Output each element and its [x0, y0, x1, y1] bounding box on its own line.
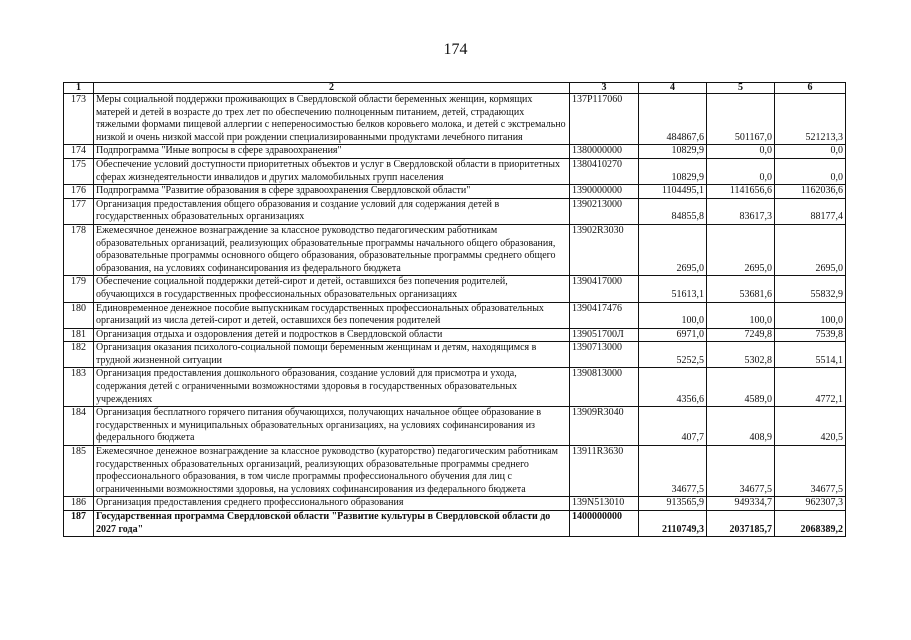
table-row [64, 198, 846, 224]
row-value-col6: 88177,4 [775, 198, 846, 224]
row-number: 179 [64, 276, 94, 302]
row-code: 1380410270 [570, 158, 639, 184]
budget-table [63, 82, 846, 537]
row-value-col5: 949334,7 [707, 497, 775, 511]
row-number: 187 [64, 511, 94, 537]
table-body [64, 94, 846, 537]
row-number: 184 [64, 407, 94, 446]
table-row [64, 342, 846, 368]
row-value-col6: 55832,9 [775, 276, 846, 302]
row-value-col4: 2695,0 [639, 224, 707, 275]
row-value-col5: 5302,8 [707, 342, 775, 368]
row-number: 183 [64, 368, 94, 407]
table-row [64, 185, 846, 199]
table-row [64, 158, 846, 184]
row-value-col6: 5514,1 [775, 342, 846, 368]
row-value-col4: 484867,6 [639, 94, 707, 145]
row-value-col6: 962307,3 [775, 497, 846, 511]
row-value-col5: 501167,0 [707, 94, 775, 145]
row-value-col4: 51613,1 [639, 276, 707, 302]
table-row [64, 94, 846, 145]
row-number: 177 [64, 198, 94, 224]
row-number: 180 [64, 302, 94, 328]
table-row [64, 302, 846, 328]
row-number: 181 [64, 328, 94, 342]
row-value-col6: 1162036,6 [775, 185, 846, 199]
row-name: Организация оказания психолого-социальной помощи беременным женщинам и детям, находящимся в трудной жизненной ситуации [94, 342, 570, 368]
row-code: 1380000000 [570, 145, 639, 159]
row-value-col5: 1141656,6 [707, 185, 775, 199]
row-name: Подпрограмма "Иные вопросы в сфере здравоохранения" [94, 145, 570, 159]
table-row [64, 328, 846, 342]
row-value-col5: 408,9 [707, 407, 775, 446]
row-value-col4: 34677,5 [639, 446, 707, 497]
row-value-col5: 0,0 [707, 145, 775, 159]
row-name: Обеспечение социальной поддержки детей-сирот и детей, оставшихся без попечения родителей, обучающихся в государственных профессиональных образовательных организациях [94, 276, 570, 302]
page-number: 174 [443, 41, 468, 58]
col-header: 4 [639, 83, 707, 94]
row-value-col6: 521213,3 [775, 94, 846, 145]
row-value-col5: 4589,0 [707, 368, 775, 407]
row-value-col4: 913565,9 [639, 497, 707, 511]
table-row [64, 145, 846, 159]
row-value-col4: 10829,9 [639, 145, 707, 159]
row-code: 1390417000 [570, 276, 639, 302]
row-name: Ежемесячное денежное вознаграждение за классное руководство (кураторство) педагогическим работникам государственных образовательных организаций, реализующих образовательные программы среднего профессионального образования, в том числе программы профессионального обучения для лиц с ограниченными возможностями здоровья, на условиях софинансирования из федерального бюджета [94, 446, 570, 497]
row-code: 13909R3040 [570, 407, 639, 446]
row-value-col4: 4356,6 [639, 368, 707, 407]
row-name: Организация предоставления общего образования и создание условий для содержания детей в государственных образовательных организациях [94, 198, 570, 224]
row-value-col5: 34677,5 [707, 446, 775, 497]
table-row [64, 407, 846, 446]
row-name: Организация предоставления дошкольного образования, создание условий для присмотра и ухода, содержания детей с ограниченными возможностями здоровья в государственных образовательных учреждениях [94, 368, 570, 407]
row-value-col4: 1104495,1 [639, 185, 707, 199]
table-row [64, 224, 846, 275]
table-header-row [64, 83, 846, 94]
row-value-col5: 2695,0 [707, 224, 775, 275]
row-code: 1390713000 [570, 342, 639, 368]
row-name: Ежемесячное денежное вознаграждение за классное руководство педагогическим работникам образовательных организаций, реализующих образовательные программы начального общего образования, образовательные программы основного общего образования, образовательные программы среднего общего образования, на условиях софинансирования из федерального бюджета [94, 224, 570, 275]
table-row [64, 276, 846, 302]
row-number: 174 [64, 145, 94, 159]
row-code: 1390000000 [570, 185, 639, 199]
row-value-col6: 2068389,2 [775, 511, 846, 537]
table-row [64, 368, 846, 407]
row-number: 182 [64, 342, 94, 368]
row-number: 175 [64, 158, 94, 184]
col-header: 2 [94, 83, 570, 94]
row-value-col4: 407,7 [639, 407, 707, 446]
row-code: 137P117060 [570, 94, 639, 145]
row-value-col6: 2695,0 [775, 224, 846, 275]
row-name: Меры социальной поддержки проживающих в Свердловской области беременных женщин, кормящих матерей и детей в возрасте до трех лет по обеспечению полноценным питанием, детей, страдающих тяжелыми формами пищевой аллергии с непереносимостью белков коровьего молока, и детей с экстремально низкой и очень низкой массой при рождении специализированными продуктами лечебного питания [94, 94, 570, 145]
row-name: Обеспечение условий доступности приоритетных объектов и услуг в Свердловской области в приоритетных сферах жизнедеятельности инвалидов и других маломобильных групп населения [94, 158, 570, 184]
row-number: 186 [64, 497, 94, 511]
row-name: Подпрограмма "Развитие образования в сфере здравоохранения Свердловской области" [94, 185, 570, 199]
row-value-col5: 53681,6 [707, 276, 775, 302]
table-row [64, 511, 846, 537]
row-code: 1390813000 [570, 368, 639, 407]
row-code: 1400000000 [570, 511, 639, 537]
row-value-col4: 84855,8 [639, 198, 707, 224]
row-number: 173 [64, 94, 94, 145]
row-number: 178 [64, 224, 94, 275]
row-value-col6: 34677,5 [775, 446, 846, 497]
row-value-col6: 0,0 [775, 158, 846, 184]
row-name: Государственная программа Свердловской области "Развитие культуры в Свердловской области до 2027 года" [94, 511, 570, 537]
row-code: 139051700Л [570, 328, 639, 342]
row-name: Единовременное денежное пособие выпускникам государственных профессиональных образовательных организаций из числа детей-сирот и детей, оставшихся без попечения родителей [94, 302, 570, 328]
row-code: 1390417476 [570, 302, 639, 328]
row-value-col4: 2110749,3 [639, 511, 707, 537]
col-header: 3 [570, 83, 639, 94]
row-value-col5: 83617,3 [707, 198, 775, 224]
row-code: 13902R3030 [570, 224, 639, 275]
row-value-col5: 100,0 [707, 302, 775, 328]
row-code: 139N513010 [570, 497, 639, 511]
col-header: 1 [64, 83, 94, 94]
row-value-col5: 2037185,7 [707, 511, 775, 537]
row-value-col6: 4772,1 [775, 368, 846, 407]
row-name: Организация предоставления среднего профессионального образования [94, 497, 570, 511]
col-header: 6 [775, 83, 846, 94]
row-value-col6: 420,5 [775, 407, 846, 446]
row-value-col4: 6971,0 [639, 328, 707, 342]
table-row [64, 497, 846, 511]
row-value-col6: 7539,8 [775, 328, 846, 342]
row-code: 13911R3630 [570, 446, 639, 497]
row-value-col6: 100,0 [775, 302, 846, 328]
row-name: Организация отдыха и оздоровления детей и подростков в Свердловской области [94, 328, 570, 342]
row-code: 1390213000 [570, 198, 639, 224]
table-row [64, 446, 846, 497]
row-value-col4: 10829,9 [639, 158, 707, 184]
row-number: 176 [64, 185, 94, 199]
row-value-col4: 5252,5 [639, 342, 707, 368]
row-value-col5: 0,0 [707, 158, 775, 184]
row-value-col4: 100,0 [639, 302, 707, 328]
row-value-col5: 7249,8 [707, 328, 775, 342]
row-name: Организация бесплатного горячего питания обучающихся, получающих начальное общее образование в государственных и муниципальных образовательных организациях, на условиях софинансирования из федерального бюджета [94, 407, 570, 446]
row-number: 185 [64, 446, 94, 497]
row-value-col6: 0,0 [775, 145, 846, 159]
col-header: 5 [707, 83, 775, 94]
